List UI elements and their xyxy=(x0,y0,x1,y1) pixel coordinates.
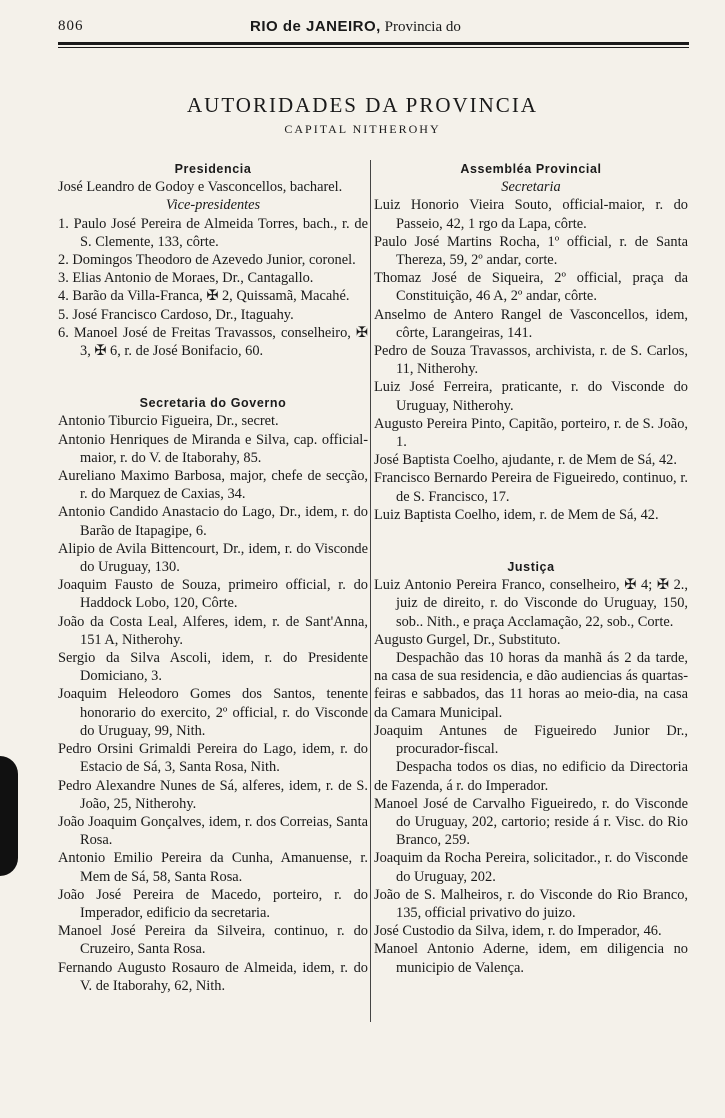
secretaria-item: Alipio de Avila Bittencourt, Dr., idem, r. do Visconde do Uruguay, 130. xyxy=(58,540,368,576)
vice-item: 6. Manoel José de Freitas Travassos, conselheiro, ✠ 3, ✠ 6, r. de José Bonifacio, 60. xyxy=(58,324,368,360)
vice-item: 5. José Francisco Cardoso, Dr., Itaguahy. xyxy=(58,306,294,323)
vice-heading: Vice-presidentes xyxy=(165,197,261,214)
header-rule-thin xyxy=(58,47,689,48)
secretaria-item: Joaquim Heleodoro Gomes dos Santos, tenente honorario do exercito, 2º official, r. do Visconde do Uruguay, 99, Nith. xyxy=(58,686,368,739)
presidencia-entry: José Leandro de Godoy e Vasconcellos, bacharel. xyxy=(58,179,343,196)
assembleia-item: Anselmo de Antero Rangel de Vasconcellos, idem, côrte, Larangeiras, 141. xyxy=(374,306,688,341)
justica-procurador-note: Despacha todos os dias, no edificio da Directoria de Fazenda, á r. do Imperador. xyxy=(374,759,688,794)
assembleia-item: Paulo José Martins Rocha, 1º official, r. de Santa Thereza, 59, 2º andar, corte. xyxy=(374,233,688,269)
running-title-rest: Provincia do xyxy=(380,19,461,35)
assembleia-item: Luiz Honorio Vieira Souto, official-maior, r. do Passeio, 42, 1 rgo da Lapa, côrte. xyxy=(374,197,688,232)
secretaria-item: Manoel José Pereira da Silveira, continuo, r. do Cruzeiro, Santa Rosa. xyxy=(58,923,368,958)
spacer xyxy=(374,524,688,558)
secretaria-item: João Joaquim Gonçalves, idem, r. dos Correias, Santa Rosa. xyxy=(58,813,368,849)
justica-other: Joaquim da Rocha Pereira, solicitador., r. do Visconde do Uruguay, 202. xyxy=(374,850,688,885)
vice-item: 2. Domingos Theodoro de Azevedo Junior, coronel. xyxy=(58,252,356,269)
vice-item: 3. Elias Antonio de Moraes, Dr., Cantagallo. xyxy=(58,270,314,287)
justica-manoel: Manoel José de Carvalho Figueiredo, r. do Visconde do Uruguay, 202, cartorio; reside á r. Visc. do Rio Branco, 259. xyxy=(374,795,688,849)
assembleia-item: Augusto Pereira Pinto, Capitão, porteiro, r. de S. João, 1. xyxy=(374,415,688,451)
secretaria-item: Pedro Orsini Grimaldi Pereira do Lago, idem, r. do Estacio de Sá, 3, Santa Rosa, Nith. xyxy=(58,741,368,776)
vice-item: 4. Barão da Villa-Franca, ✠ 2, Quissamã, Macahé. xyxy=(58,288,350,305)
assembleia-item: Luiz Baptista Coelho, idem, r. de Mem de Sá, 42. xyxy=(374,506,659,523)
secretaria-item: João da Costa Leal, Alferes, idem, r. de Sant'Anna, 151 A, Nitherohy. xyxy=(58,613,368,648)
justica-other: João de S. Malheiros, r. do Visconde do Rio Branco, 135, official privativo do juizo. xyxy=(374,886,688,921)
justica-other: Manoel Antonio Aderne, idem, em diligencia no municipio de Valença. xyxy=(374,941,688,976)
secretaria-item: Fernando Augusto Rosauro de Almeida, idem, r. do V. de Itaborahy, 62, Nith. xyxy=(58,959,368,994)
spacer xyxy=(58,360,368,394)
header-rule-thick xyxy=(58,42,689,45)
assembleia-item: Thomaz José de Siqueira, 2º official, praça da Constituição, 46 A, 2º andar, côrte. xyxy=(374,270,688,305)
assembleia-subheading: Secretaria xyxy=(501,179,561,196)
right-column xyxy=(374,160,688,977)
running-title-main: RIO de JANEIRO, xyxy=(250,18,381,35)
running-title xyxy=(250,18,461,36)
secretaria-item: Joaquim Fausto de Souza, primeiro official, r. do Haddock Lobo, 120, Côrte. xyxy=(58,577,368,612)
assembleia-item: Francisco Bernardo Pereira de Figueiredo, continuo, r. de S. Francisco, 17. xyxy=(374,470,688,505)
secretaria-item: Antonio Henriques de Miranda e Silva, cap. official-maior, r. do V. de Itaborahy, 85. xyxy=(58,431,368,466)
running-head xyxy=(58,18,689,44)
secretaria-item: Pedro Alexandre Nunes de Sá, alferes, idem, r. de S. João, 25, Nitherohy. xyxy=(58,777,368,812)
presidencia-heading: Presidencia xyxy=(174,162,252,176)
assembleia-heading: Assembléa Provincial xyxy=(460,162,602,176)
secretaria-heading: Secretaria do Governo xyxy=(139,396,287,411)
page-subtitle: CAPITAL NITHEROHY xyxy=(284,122,441,136)
column-divider xyxy=(370,160,371,1022)
left-column xyxy=(58,160,368,995)
secretaria-item: Aureliano Maximo Barbosa, major, chefe de secção, r. do Marquez de Caxias, 34. xyxy=(58,468,368,503)
secretaria-item: João José Pereira de Macedo, porteiro, r. do Imperador, edificio da secretaria. xyxy=(58,886,368,921)
ink-blot xyxy=(0,756,18,876)
page-title: AUTORIDADES DA PROVINCIA xyxy=(187,93,538,117)
page-number: 806 xyxy=(58,18,84,34)
secretaria-item: Antonio Tiburcio Figueira, Dr., secret. xyxy=(58,413,279,430)
assembleia-item: Luiz José Ferreira, praticante, r. do Visconde do Uruguay, Nitherohy. xyxy=(374,379,688,414)
secretaria-item: Antonio Candido Anastacio do Lago, Dr., idem, r. do Barão de Itapagipe, 6. xyxy=(58,504,368,539)
assembleia-item: José Baptista Coelho, ajudante, r. de Mem de Sá, 42. xyxy=(374,452,677,469)
justica-other: José Custodio da Silva, idem, r. do Imperador, 46. xyxy=(374,923,662,940)
secretaria-item: Antonio Emilio Pereira da Cunha, Amanuense, r. Mem de Sá, 58, Santa Rosa. xyxy=(58,850,368,885)
justica-judge: Luiz Antonio Pereira Franco, conselheiro, ✠ 4; ✠ 2., juiz de direito, r. do Visconde do Uruguay, 150, sob.. Nith., e praça Acclamação, 22, sob., Corte. xyxy=(374,577,688,630)
justica-heading: Justiça xyxy=(507,560,555,575)
assembleia-item: Pedro de Souza Travassos, archivista, r. de S. Carlos, 11, Nitherohy. xyxy=(374,343,688,378)
vice-item: 1. Paulo José Pereira de Almeida Torres, bach., r. de S. Clemente, 133, côrte. xyxy=(58,215,368,250)
justica-procurador: Joaquim Antunes de Figueiredo Junior Dr., procurador-fiscal. xyxy=(374,722,688,758)
secretaria-item: Sergio da Silva Ascoli, idem, r. do Presidente Domiciano, 3. xyxy=(58,650,368,685)
justica-substitute: Augusto Gurgel, Dr., Substituto. xyxy=(374,631,561,648)
justica-hours: Despachão das 10 horas da manhã ás 2 da tarde, na casa de sua residencia, e dão audiencias ás quartas-feiras e sabbados, das 11 horas ao meio-dia, na casa da Camara Municipal. xyxy=(374,650,688,721)
